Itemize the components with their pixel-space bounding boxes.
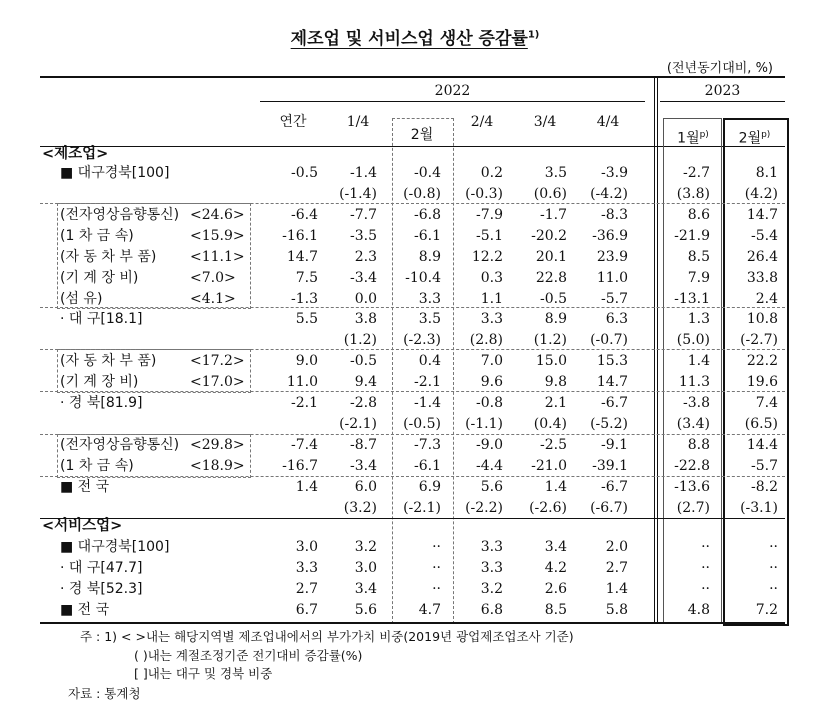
row-label: ■ 전 국 (60, 479, 110, 495)
row-sep-5 (40, 434, 785, 435)
table-cell: 11.3 (678, 374, 710, 390)
row-label: (전자영상음향통신) (60, 437, 180, 453)
table-cell: -1.4 (414, 395, 441, 411)
jan-label: 1월 (677, 130, 700, 147)
table-cell: 5.5 (295, 311, 318, 327)
table-cell: 3.3 (295, 560, 318, 576)
table-cell: 8.1 (755, 165, 778, 181)
table-cell: (3.4) (676, 416, 710, 432)
table-cell: (-2.1) (403, 500, 441, 516)
jan-sup: p) (699, 130, 709, 140)
feb-sup: p) (761, 130, 771, 140)
table-cell: 26.4 (746, 249, 778, 265)
unit-label: (전년동기대비, %) (666, 61, 773, 76)
row-label: (자 동 차 부 품) (60, 353, 157, 369)
table-cell: ·· (432, 560, 441, 576)
table-cell: ·· (769, 539, 778, 555)
table-cell: (1.2) (343, 332, 377, 348)
table-cell: -1.4 (350, 165, 377, 181)
row-sep-2 (40, 307, 785, 308)
table-cell: 1.4 (687, 353, 710, 369)
row-label: · 경 북[52.3] (60, 581, 143, 597)
table-cell: 14.4 (746, 437, 778, 453)
year-2022-header: 2022 (434, 83, 471, 99)
table-bottom-rule (40, 622, 785, 624)
table-cell: -3.4 (350, 458, 377, 474)
table-cell: 1.1 (480, 291, 503, 307)
footnote-2: ( )내는 계절조정기준 전기대비 증감률(%) (134, 648, 363, 663)
table-cell: (0.6) (533, 186, 567, 202)
table-cell: -20.2 (531, 228, 567, 244)
table-cell: (-2.3) (403, 332, 441, 348)
source-note: 자료 : 통계청 (68, 686, 141, 701)
table-cell: -39.1 (592, 458, 628, 474)
table-cell: -4.4 (476, 458, 503, 474)
table-cell: 2.6 (544, 581, 567, 597)
table-cell: -10.4 (405, 270, 441, 286)
feb-label: 2월 (738, 130, 762, 147)
table-cell: (-2.7) (740, 332, 778, 348)
table-cell: -5.7 (601, 291, 628, 307)
table-cell: 3.3 (480, 560, 503, 576)
table-cell: -3.4 (350, 270, 377, 286)
table-cell: (-0.8) (403, 186, 441, 202)
col-header-annual: 연간 (279, 114, 307, 130)
table-cell: (-5.2) (590, 416, 628, 432)
table-cell: -21.0 (531, 458, 567, 474)
table-cell: 8.8 (687, 437, 710, 453)
table-cell: 1.4 (295, 479, 318, 495)
table-cell: -6.7 (601, 479, 628, 495)
table-cell: 20.1 (535, 249, 567, 265)
table-cell: 14.7 (746, 207, 778, 223)
table-cell: ·· (769, 581, 778, 597)
table-cell: 5.6 (354, 602, 377, 618)
table-cell: 3.3 (480, 311, 503, 327)
table-cell: (-0.5) (403, 416, 441, 432)
table-cell: 11.0 (596, 270, 628, 286)
table-cell: ·· (769, 560, 778, 576)
table-cell: (4.2) (744, 186, 778, 202)
table-cell: -7.7 (350, 207, 377, 223)
table-cell: (2.8) (469, 332, 503, 348)
row-label: (1 차 금 속) (60, 228, 134, 244)
table-cell: 7.2 (755, 602, 778, 618)
table-cell: -0.5 (350, 353, 377, 369)
table-cell: 15.0 (535, 353, 567, 369)
table-cell: ·· (432, 539, 441, 555)
footnote-1: 주 : 1) < >내는 해당지역별 제조업내에서의 부가가치 비중(2019년 광업제조업조사 기준) (80, 629, 574, 644)
table-cell: 3.0 (354, 560, 377, 576)
row-label: (전자영상음향통신) (60, 207, 180, 223)
table-cell: 2.7 (295, 581, 318, 597)
table-cell: 7.0 (480, 353, 503, 369)
table-cell: -36.9 (592, 228, 628, 244)
table-cell: 1.3 (687, 311, 710, 327)
table-cell: -2.1 (291, 395, 318, 411)
table-cell: (2.7) (676, 500, 710, 516)
table-cell: -21.9 (674, 228, 710, 244)
table-cell: (0.4) (533, 416, 567, 432)
row-label: ■ 대구경북[100] (60, 539, 170, 555)
table-cell: ·· (701, 560, 710, 576)
table-cell: 5.6 (480, 479, 503, 495)
table-cell: -9.1 (601, 437, 628, 453)
row-label: (기 계 장 비) (60, 374, 139, 390)
table-cell: 14.7 (286, 249, 318, 265)
table-cell: -0.4 (414, 165, 441, 181)
table-cell: 4.8 (687, 602, 710, 618)
row-label: ■ 대구경북[100] (60, 165, 170, 181)
table-cell: 0.4 (418, 353, 441, 369)
row-weight: <4.1> (190, 291, 236, 307)
table-cell: -5.4 (751, 228, 778, 244)
col-header-q3: 3/4 (533, 114, 557, 130)
table-cell: 3.3 (418, 291, 441, 307)
table-cell: 5.8 (605, 602, 628, 618)
table-cell: 33.8 (746, 270, 778, 286)
row-weight: <18.9> (190, 458, 245, 474)
row-weight: <11.1> (190, 249, 245, 265)
section-sep (40, 518, 785, 519)
row-label: · 대 구[18.1] (60, 311, 143, 327)
table-cell: 8.9 (418, 249, 441, 265)
table-cell: 3.3 (480, 539, 503, 555)
table-cell: 14.7 (596, 374, 628, 390)
row-label: (섬 유) (60, 291, 103, 307)
footnote-3: [ ]내는 대구 및 경북 비중 (134, 666, 273, 681)
table-cell: -1.7 (540, 207, 567, 223)
table-cell: 2.4 (755, 291, 778, 307)
table-cell: 8.6 (687, 207, 710, 223)
table-cell: -9.0 (476, 437, 503, 453)
table-cell: (-2.1) (339, 416, 377, 432)
table-cell: -13.6 (674, 479, 710, 495)
table-cell: 6.0 (354, 479, 377, 495)
table-cell: 3.5 (544, 165, 567, 181)
table-cell: 2.1 (544, 395, 567, 411)
table-cell: -5.7 (751, 458, 778, 474)
title-footnote-mark: 1) (527, 29, 540, 41)
table-cell: -6.8 (414, 207, 441, 223)
row-sep-6 (40, 476, 785, 477)
table-cell: -2.5 (540, 437, 567, 453)
table-cell: 9.0 (295, 353, 318, 369)
table-cell: (-2.2) (465, 500, 503, 516)
table-cell: 23.9 (596, 249, 628, 265)
table-cell: 7.5 (295, 270, 318, 286)
table-cell: -3.8 (683, 395, 710, 411)
table-cell: 8.5 (687, 249, 710, 265)
table-cell: 6.3 (605, 311, 628, 327)
table-cell: (-1.1) (465, 416, 503, 432)
year-2023-rule (660, 101, 785, 102)
table-cell: 10.8 (746, 311, 778, 327)
row-weight: <15.9> (190, 228, 245, 244)
table-cell: 4.2 (544, 560, 567, 576)
table-cell: -8.7 (350, 437, 377, 453)
table-cell: -5.1 (476, 228, 503, 244)
table-cell: ·· (701, 539, 710, 555)
table-cell: 3.2 (480, 581, 503, 597)
table-cell: 0.3 (480, 270, 503, 286)
table-cell: 7.4 (755, 395, 778, 411)
row-label: · 경 북[81.9] (60, 395, 143, 411)
section-service: <서비스업> (42, 518, 123, 534)
table-cell: (-2.6) (529, 500, 567, 516)
table-cell: -2.7 (683, 165, 710, 181)
row-weight: <7.0> (190, 270, 236, 286)
table-cell: 8.5 (544, 602, 567, 618)
table-cell: 6.7 (295, 602, 318, 618)
table-cell: 3.8 (354, 311, 377, 327)
row-label: ■ 전 국 (60, 602, 110, 618)
table-cell: -6.1 (414, 458, 441, 474)
table-cell: -6.7 (601, 395, 628, 411)
table-cell: 2.3 (354, 249, 377, 265)
table-cell: -2.8 (350, 395, 377, 411)
table-cell: ·· (432, 581, 441, 597)
table-cell: 9.4 (354, 374, 377, 390)
table-cell: 3.2 (354, 539, 377, 555)
table-cell: 7.9 (687, 270, 710, 286)
table-cell: 0.0 (354, 291, 377, 307)
table-cell: 22.8 (535, 270, 567, 286)
table-cell: (6.5) (744, 416, 778, 432)
table-cell: 3.0 (295, 539, 318, 555)
table-cell: 8.9 (544, 311, 567, 327)
table-cell: (-0.3) (465, 186, 503, 202)
table-cell: 6.9 (418, 479, 441, 495)
table-cell: (-6.7) (590, 500, 628, 516)
table-title (0, 24, 830, 49)
row-weight: <29.8> (190, 437, 245, 453)
row-label: · 대 구[47.7] (60, 560, 143, 576)
table-cell: 9.8 (544, 374, 567, 390)
table-cell: -7.4 (291, 437, 318, 453)
table-cell: 15.3 (596, 353, 628, 369)
section-manufacturing: <제조업> (42, 146, 109, 162)
table-cell: (3.8) (676, 186, 710, 202)
table-cell: 3.4 (354, 581, 377, 597)
table-cell: (5.0) (676, 332, 710, 348)
table-cell: (-0.7) (590, 332, 628, 348)
table-top-rule (40, 76, 785, 78)
col-header-q1: 1/4 (346, 114, 370, 130)
table-cell: (-3.1) (740, 500, 778, 516)
row-label: (기 계 장 비) (60, 270, 139, 286)
table-cell: -3.9 (601, 165, 628, 181)
table-cell: 19.6 (746, 374, 778, 390)
table-cell: (-1.4) (339, 186, 377, 202)
row-label: (1 차 금 속) (60, 458, 134, 474)
table-cell: -16.1 (282, 228, 318, 244)
table-cell: 22.2 (746, 353, 778, 369)
table-cell: -7.3 (414, 437, 441, 453)
table-cell: 2.7 (605, 560, 628, 576)
table-cell: 4.7 (418, 602, 441, 618)
row-label: (자 동 차 부 품) (60, 249, 157, 265)
table-cell: -22.8 (674, 458, 710, 474)
table-cell: 3.5 (418, 311, 441, 327)
table-cell: 1.4 (544, 479, 567, 495)
table-cell: -8.2 (751, 479, 778, 495)
table-cell: 12.2 (471, 249, 503, 265)
table-cell: 11.0 (286, 374, 318, 390)
table-cell: 6.8 (480, 602, 503, 618)
row-sep-1 (40, 203, 785, 204)
row-weight: <24.6> (190, 207, 245, 223)
table-cell: -0.5 (540, 291, 567, 307)
table-cell: -0.5 (291, 165, 318, 181)
table-cell: (1.2) (533, 332, 567, 348)
table-cell: -3.5 (350, 228, 377, 244)
row-sep-3 (40, 349, 785, 350)
col-header-q4: 4/4 (596, 114, 620, 130)
table-cell: -7.9 (476, 207, 503, 223)
table-cell: -6.1 (414, 228, 441, 244)
table-cell: -1.3 (291, 291, 318, 307)
year-2022-rule (260, 101, 645, 102)
table-cell: 0.2 (480, 165, 503, 181)
table-cell: -6.4 (291, 207, 318, 223)
table-cell: ·· (701, 581, 710, 597)
table-cell: (3.2) (343, 500, 377, 516)
table-cell: -0.8 (476, 395, 503, 411)
table-cell: 2.0 (605, 539, 628, 555)
row-weight: <17.2> (190, 353, 245, 369)
table-cell: 3.4 (544, 539, 567, 555)
col-header-feb-2022: 2월 (410, 127, 434, 143)
table-cell: -16.7 (282, 458, 318, 474)
table-cell: 1.4 (605, 581, 628, 597)
table-cell: -13.1 (674, 291, 710, 307)
table-cell: (-4.2) (590, 186, 628, 202)
row-weight: <17.0> (190, 374, 245, 390)
table-cell: -8.3 (601, 207, 628, 223)
table-cell: 9.6 (480, 374, 503, 390)
table-cell: -2.1 (414, 374, 441, 390)
col-header-q2: 2/4 (470, 114, 494, 130)
table-title-text: 제조업 및 서비스업 생산 증감률 (290, 29, 528, 49)
year-2023-header: 2023 (704, 83, 741, 99)
row-sep-4 (40, 391, 785, 392)
